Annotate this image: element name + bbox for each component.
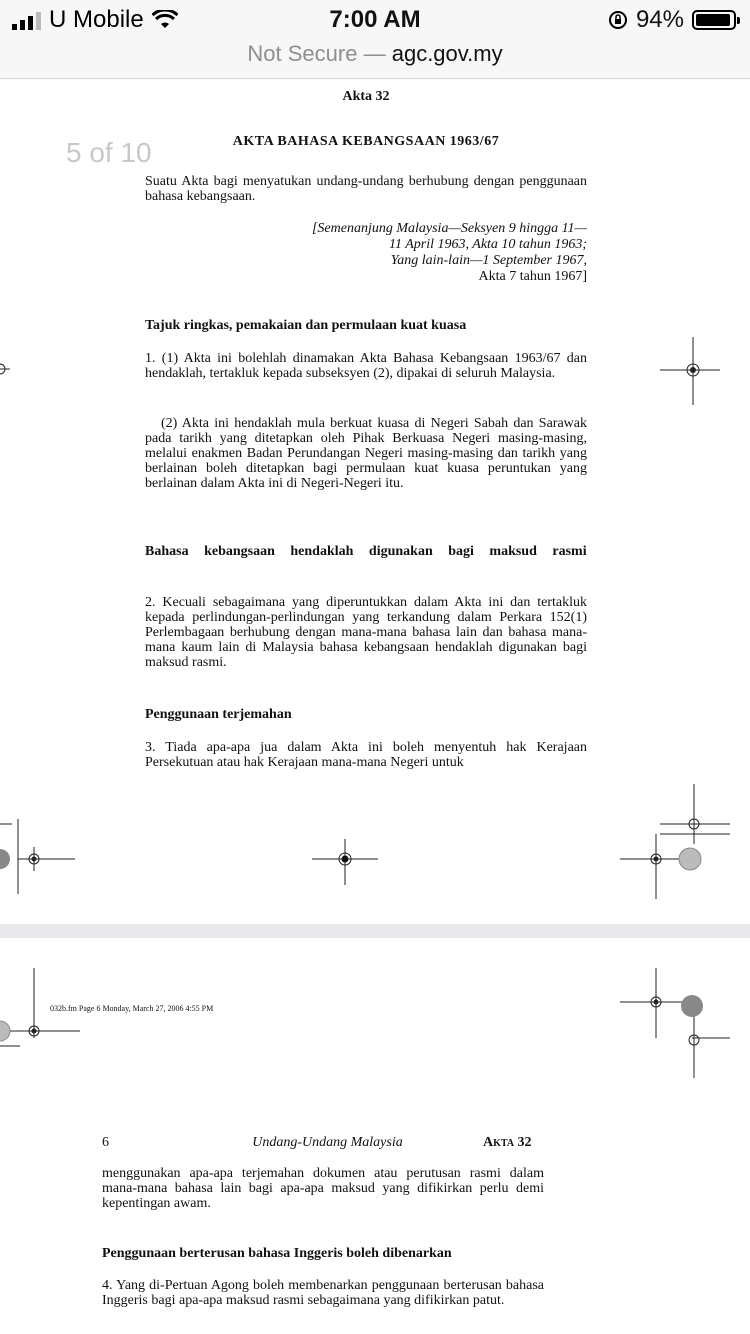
section-heading-1: Tajuk ringkas, pemakaian dan permulaan kuat kuasa <box>145 318 467 333</box>
section-heading-4: Penggunaan berterusan bahasa Inggeris boleh dibenarkan <box>102 1246 452 1261</box>
carrier-name: U Mobile <box>49 6 144 33</box>
pdf-file-info: 032b.fm Page 6 Monday, March 27, 2006 4:55 PM <box>50 1004 214 1013</box>
url-separator: — <box>363 41 386 66</box>
page-number: 6 <box>102 1135 109 1150</box>
page-counter: 5 of 10 <box>66 137 152 168</box>
section-1-1: 1. (1) Akta ini bolehlah dinamakan Akta Bahasa Kebangsaan 1963/67 dan hendaklah, tertakluk kepada subseksyen (2), dipakai di seluruh Malaysia. <box>145 351 587 381</box>
scope-line-1: [Semenanjung Malaysia—Seksyen 9 hingga 11— <box>311 221 587 236</box>
pdf-page-6[interactable] <box>0 938 750 1334</box>
registration-mark-icon <box>312 835 378 885</box>
orientation-lock-icon <box>608 10 628 30</box>
act-label: Akta 32 <box>483 1135 532 1150</box>
registration-mark-icon <box>620 968 750 1078</box>
registration-mark-icon <box>660 337 720 405</box>
scope-line-4: Akta 7 tahun 1967] <box>478 269 587 284</box>
registration-mark-icon <box>0 819 75 894</box>
address-bar[interactable] <box>0 40 750 79</box>
registration-mark-icon <box>0 349 12 389</box>
battery-group <box>608 6 736 34</box>
section-3-continued: menggunakan apa-apa terjemahan dokumen atau perutusan rasmi dalam mana-mana bahasa lain bagi apa-apa maksud yang difikirkan perlu demi kepentingan awam. <box>102 1166 544 1211</box>
act-preamble: Suatu Akta bagi menyatukan undang-undang berhubung dengan penggunaan bahasa kebangsaan. <box>145 174 587 204</box>
registration-mark-icon <box>620 784 750 899</box>
not-secure-label: Not Secure <box>247 41 358 66</box>
section-2: 2. Kecuali sebagaimana yang diperuntukkan dalam Akta ini dan tertakluk kepada perlindungan-perlindungan yang terkandung dalam Perkara 152(1) Perlembagaan berhubung dengan mana-mana bahasa lain dan bahasa mana-mana kaum lain di Malaysia bahasa kebangsaan hendaklah digunakan bagi maksud rasmi. <box>145 595 587 670</box>
section-1-2: (2) Akta ini hendaklah mula berkuat kuasa di Negeri Sabah dan Sarawak pada tarikh yang ditetapkan oleh Pihak Berkuasa Negeri masing-masing, melalui enakmen Badan Perundangan Negeri masing-masing dan tarikh yang berlainan boleh ditetapkan bagi permulaan kuat kuasa peruntukan yang berlainan dalam Akta ini di Negeri-Negeri itu. <box>145 416 587 491</box>
scope-line-2: 11 April 1963, Akta 10 tahun 1963; <box>389 237 587 252</box>
registration-mark-icon <box>0 968 80 1078</box>
section-heading-3: Penggunaan terjemahan <box>145 707 292 722</box>
section-3: 3. Tiada apa-apa jua dalam Akta ini boleh menyentuh hak Kerajaan Persekutuan atau hak Kerajaan mana-mana Negeri untuk <box>145 740 587 770</box>
scope-line-3: Yang lain-lain—1 September 1967, <box>390 253 587 268</box>
clock: 7:00 AM <box>329 6 421 33</box>
battery-icon <box>692 10 736 30</box>
url-domain: agc.gov.my <box>391 41 503 66</box>
battery-percent: 94% <box>635 6 684 33</box>
act-title: AKTA BAHASA KEBANGSAAN 1963/67 <box>232 134 500 149</box>
section-4: 4. Yang di-Pertuan Agong boleh membenarkan penggunaan berterusan bahasa Inggeris bagi apa-apa maksud rasmi sebagaimana yang difikirkan patut. <box>102 1278 544 1308</box>
section-heading-2: Bahasa kebangsaan hendaklah digunakan bagi maksud rasmi <box>145 544 587 559</box>
pdf-page-5[interactable] <box>0 79 750 924</box>
running-title: Undang-Undang Malaysia <box>252 1135 403 1150</box>
status-bar <box>0 0 750 40</box>
act-number: Akta 32 <box>342 89 390 104</box>
